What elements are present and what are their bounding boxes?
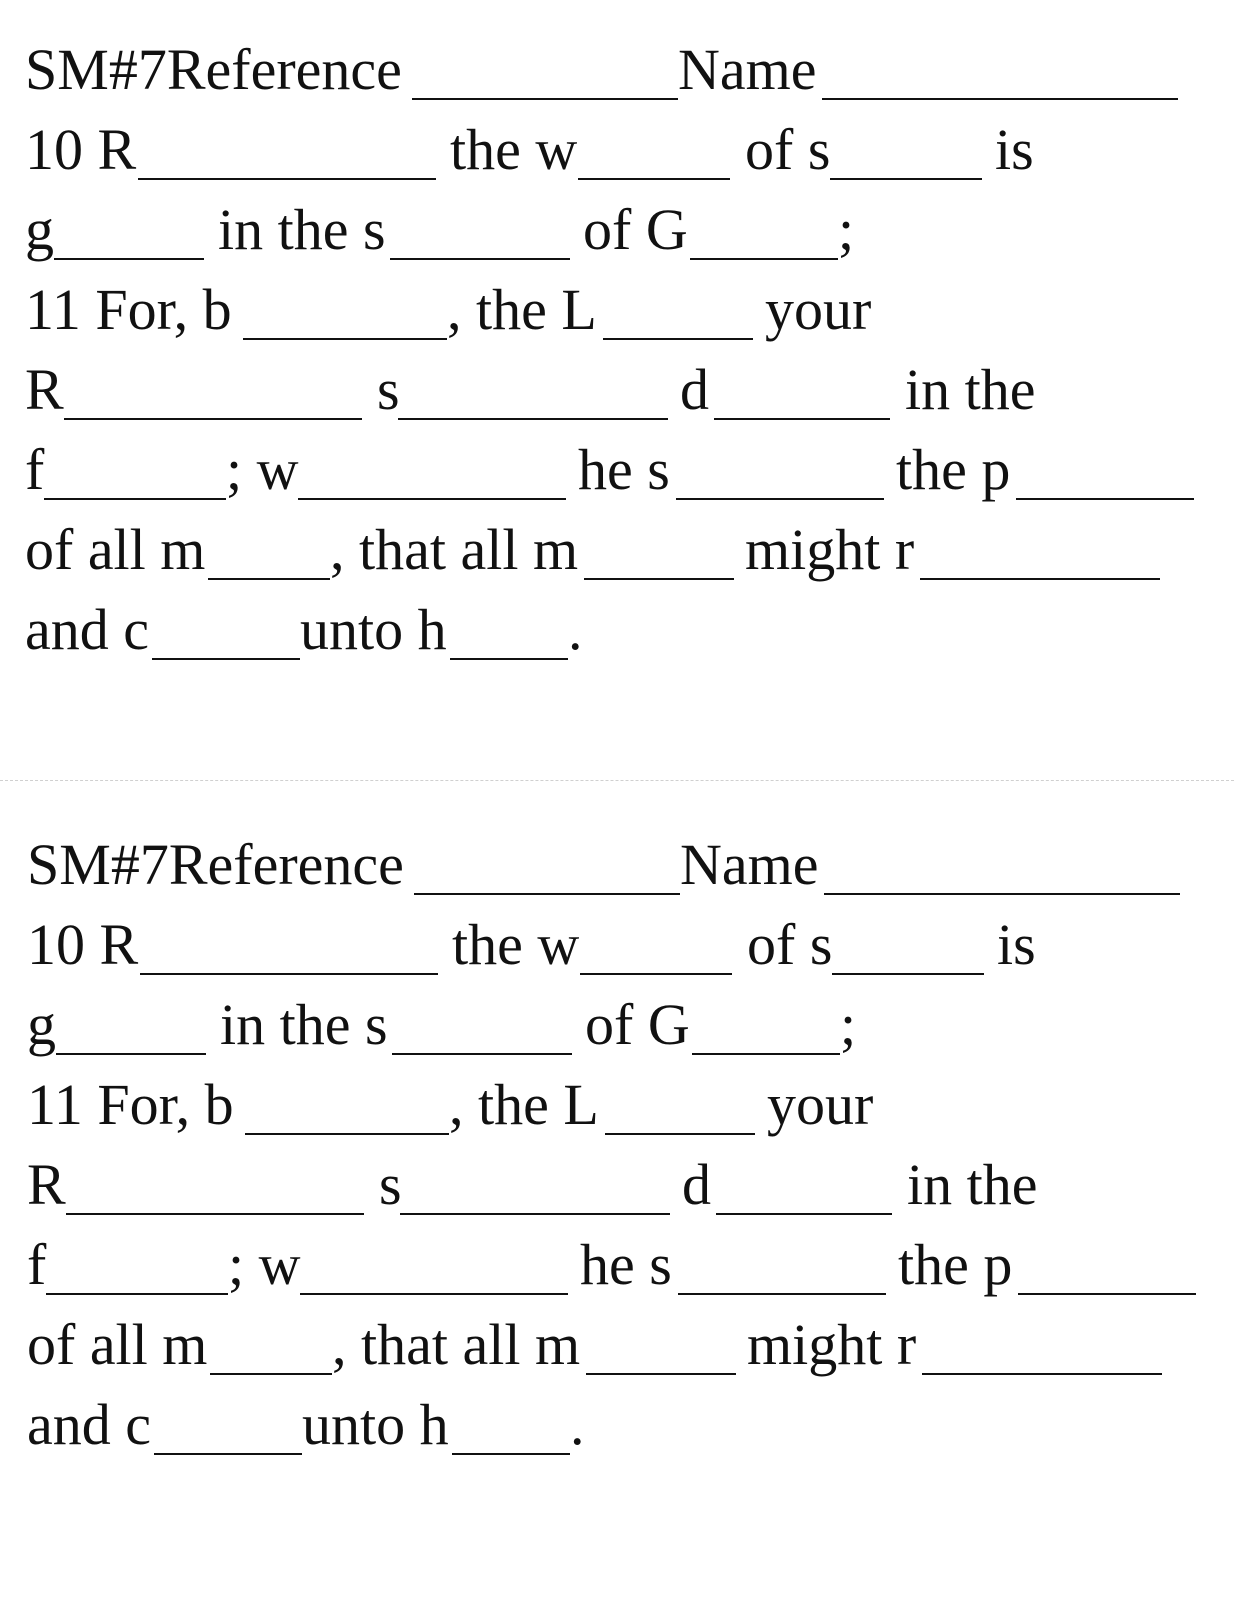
line-text: ; [838, 197, 855, 262]
fill-in-blank[interactable] [452, 1453, 570, 1455]
line-text: of G [583, 197, 688, 262]
line-text: , that all m [330, 517, 579, 582]
line-text: g [25, 197, 54, 262]
fill-in-blank[interactable] [603, 338, 753, 340]
fill-in-blank[interactable] [398, 418, 668, 420]
line-text: is [995, 117, 1034, 182]
fill-in-blank[interactable] [66, 1213, 364, 1215]
line-text: unto h [302, 1392, 449, 1457]
fill-in-blank[interactable] [690, 258, 838, 260]
line-text: the w [450, 117, 578, 182]
line-text: f [25, 437, 45, 502]
fill-in-blank[interactable] [412, 98, 678, 100]
line-text: d [680, 357, 709, 422]
fill-in-blank[interactable] [140, 973, 438, 975]
card-1-line-5 [0, 1225, 1234, 1305]
line-text: the p [898, 1232, 1013, 1297]
line-text: Name [678, 37, 817, 102]
fill-in-blank[interactable] [832, 973, 984, 975]
fill-in-blank[interactable] [716, 1213, 892, 1215]
line-text: your [767, 1072, 874, 1137]
line-text: g [27, 992, 56, 1057]
fill-in-blank[interactable] [824, 893, 1180, 895]
line-text: ; w [226, 437, 299, 502]
line-text: R [27, 1152, 66, 1217]
fill-in-blank[interactable] [830, 178, 982, 180]
line-text: . [568, 597, 583, 662]
line-text: in the s [218, 197, 386, 262]
fill-in-blank[interactable] [44, 498, 226, 500]
line-text: 11 For, b [27, 1072, 234, 1137]
line-text: SM#7Reference [27, 832, 404, 897]
line-text: , the L [449, 1072, 599, 1137]
line-text: of s [747, 912, 833, 977]
fill-in-blank[interactable] [578, 178, 730, 180]
line-text: unto h [300, 597, 447, 662]
line-text: ; [840, 992, 857, 1057]
line-text: of G [585, 992, 690, 1057]
card-0-line-0 [0, 30, 1234, 110]
line-text: , that all m [332, 1312, 581, 1377]
fill-in-blank[interactable] [138, 178, 436, 180]
card-0-line-5 [0, 430, 1234, 510]
fill-in-blank[interactable] [1016, 498, 1194, 500]
card-1-line-1 [0, 905, 1234, 985]
line-text: he s [578, 437, 670, 502]
line-text: might r [747, 1312, 917, 1377]
line-text: the p [896, 437, 1011, 502]
line-text: s [379, 1152, 402, 1217]
line-text: the w [452, 912, 580, 977]
fill-in-blank[interactable] [300, 1293, 568, 1295]
line-text: 10 R [25, 117, 137, 182]
line-text: s [377, 357, 400, 422]
card-1-line-4 [0, 1145, 1234, 1225]
card-1-line-0 [0, 825, 1234, 905]
fill-in-blank[interactable] [46, 1293, 228, 1295]
fill-in-blank[interactable] [56, 1053, 206, 1055]
fill-in-blank[interactable] [922, 1373, 1162, 1375]
line-text: of s [745, 117, 831, 182]
card-1-line-6 [0, 1305, 1234, 1385]
fill-in-blank[interactable] [64, 418, 362, 420]
fill-in-blank[interactable] [920, 578, 1160, 580]
fill-in-blank[interactable] [414, 893, 680, 895]
fill-in-blank[interactable] [714, 418, 890, 420]
line-text: f [27, 1232, 47, 1297]
fill-in-blank[interactable] [450, 658, 568, 660]
line-text: is [997, 912, 1036, 977]
line-text: he s [580, 1232, 672, 1297]
fill-in-blank[interactable] [210, 1373, 332, 1375]
fill-in-blank[interactable] [390, 258, 570, 260]
line-text: 11 For, b [25, 277, 232, 342]
fill-in-blank[interactable] [580, 973, 732, 975]
line-text: d [682, 1152, 711, 1217]
card-1-line-3 [0, 1065, 1234, 1145]
line-text: your [765, 277, 872, 342]
fill-in-blank[interactable] [584, 578, 734, 580]
line-text: and c [25, 597, 149, 662]
line-text: Name [680, 832, 819, 897]
fill-in-blank[interactable] [1018, 1293, 1196, 1295]
line-text: in the [905, 357, 1036, 422]
line-text: and c [27, 1392, 151, 1457]
card-0-line-4 [0, 350, 1234, 430]
fill-in-blank[interactable] [586, 1373, 736, 1375]
line-text: ; w [228, 1232, 301, 1297]
card-0-line-3 [0, 270, 1234, 350]
card-0-line-2 [0, 190, 1234, 270]
line-text: in the s [220, 992, 388, 1057]
fill-in-blank[interactable] [298, 498, 566, 500]
fill-in-blank[interactable] [208, 578, 330, 580]
line-text: in the [907, 1152, 1038, 1217]
card-0-line-1 [0, 110, 1234, 190]
line-text: 10 R [27, 912, 139, 977]
line-text: , the L [447, 277, 597, 342]
card-0-line-7 [0, 590, 1234, 670]
fill-in-blank[interactable] [245, 1133, 449, 1135]
line-text: R [25, 357, 64, 422]
fill-in-blank[interactable] [152, 658, 300, 660]
line-text: of all m [25, 517, 206, 582]
line-text: might r [745, 517, 915, 582]
line-text: SM#7Reference [25, 37, 402, 102]
fill-in-blank[interactable] [154, 1453, 302, 1455]
fill-in-blank[interactable] [392, 1053, 572, 1055]
fill-in-blank[interactable] [605, 1133, 755, 1135]
line-text: of all m [27, 1312, 208, 1377]
fill-in-blank[interactable] [54, 258, 204, 260]
card-0-line-6 [0, 510, 1234, 590]
fill-in-blank[interactable] [822, 98, 1178, 100]
fill-in-blank[interactable] [243, 338, 447, 340]
card-1-line-7 [0, 1385, 1234, 1465]
fill-in-blank[interactable] [678, 1293, 886, 1295]
line-text: . [570, 1392, 585, 1457]
fill-in-blank[interactable] [400, 1213, 670, 1215]
card-1-line-2 [0, 985, 1234, 1065]
fill-in-blank[interactable] [692, 1053, 840, 1055]
card-divider [0, 780, 1234, 781]
fill-in-blank[interactable] [676, 498, 884, 500]
